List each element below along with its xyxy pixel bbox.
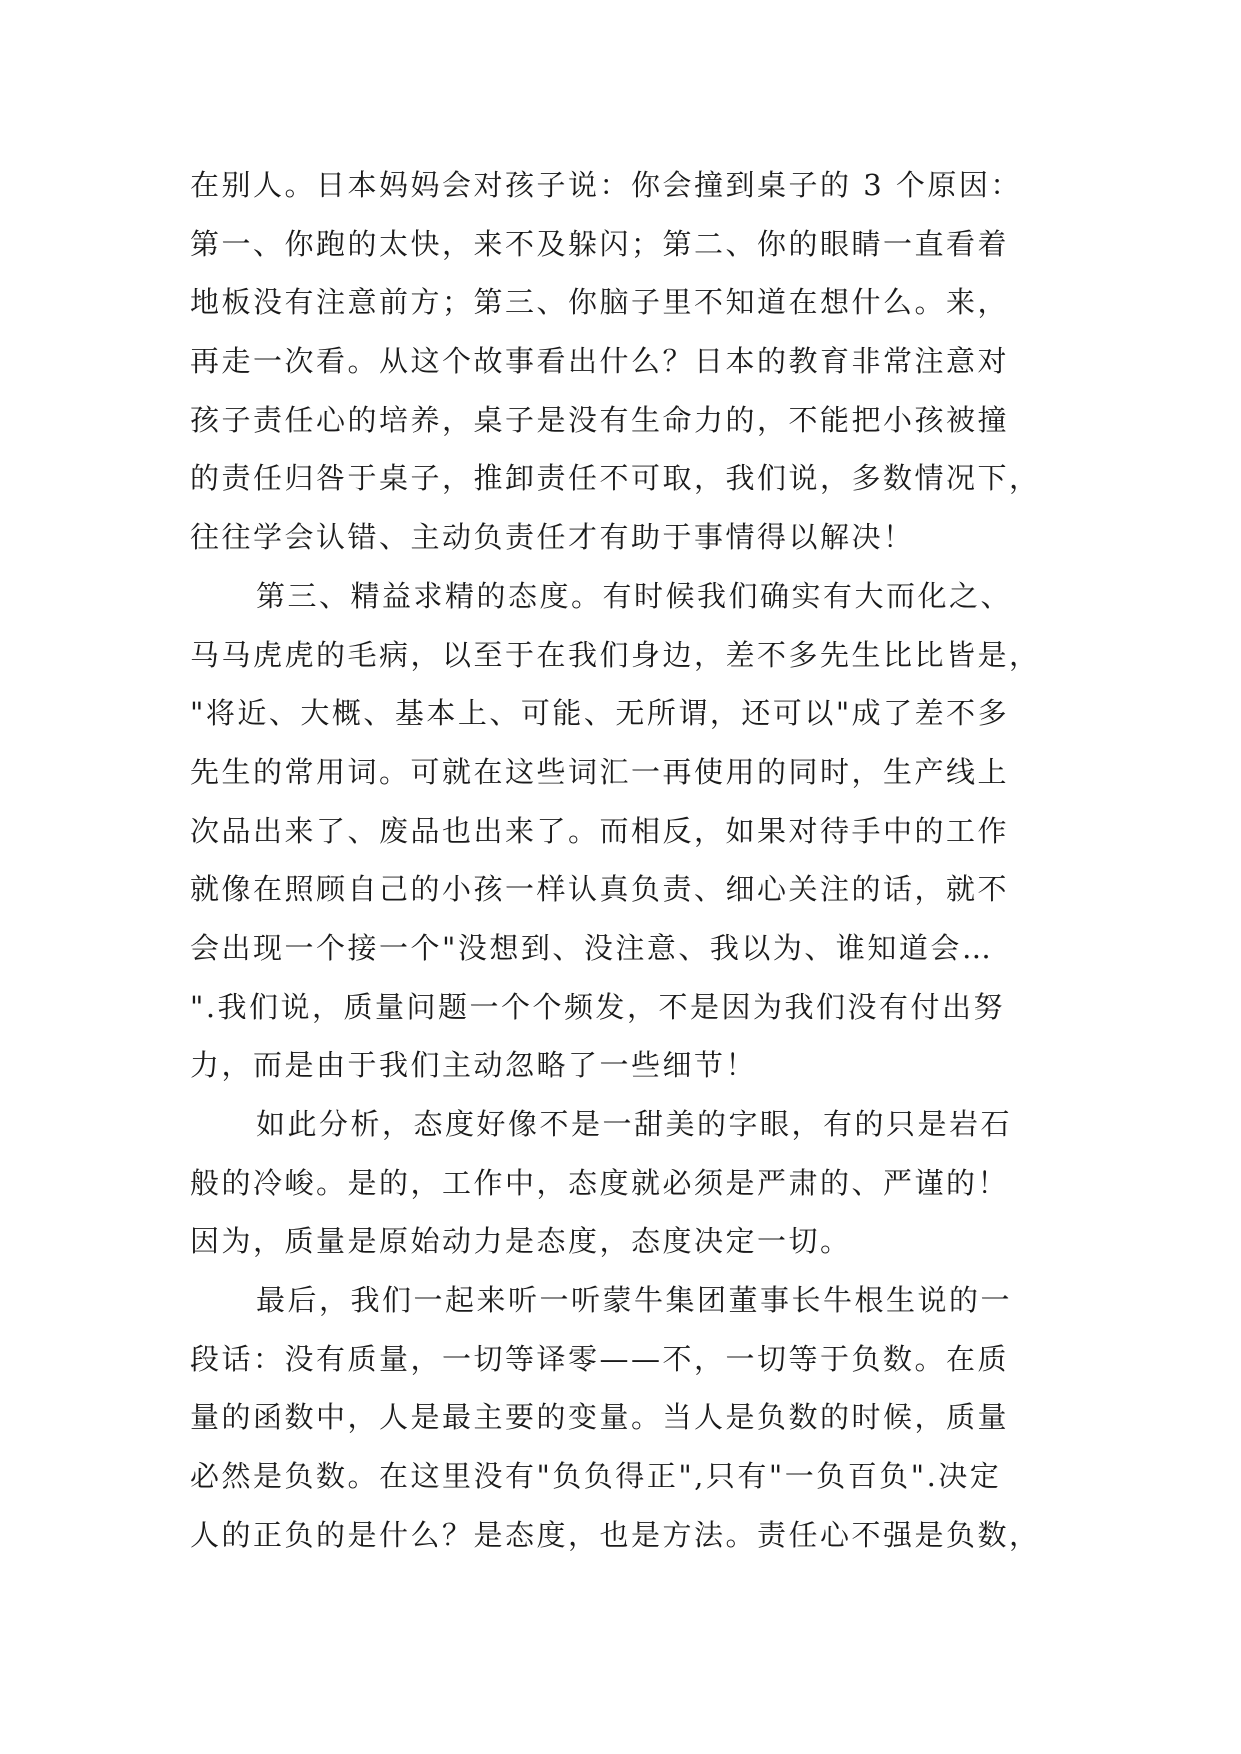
text-line: 的责任归咎于桌子，推卸责任不可取，我们说，多数情况下， <box>190 461 1041 496</box>
text-line: 人的正负的是什么？是态度，也是方法。责任心不强是负数， <box>190 1517 1041 1552</box>
text-line: 力，而是由于我们主动忽略了一些细节！ <box>190 1048 758 1083</box>
paragraph-first-line: 第三、精益求精的态度。有时候我们确实有大而化之、 <box>256 578 1013 613</box>
text-line: 第一、你跑的太快，来不及躲闪；第二、你的眼睛一直看着 <box>190 226 1010 261</box>
body-text <box>190 156 1060 1565</box>
text-line: 次品出来了、废品也出来了。而相反，如果对待手中的工作 <box>190 813 1010 848</box>
text-line: 必然是负数。在这里没有"负负得正",只有"一负百负".决定 <box>190 1459 1002 1494</box>
text-line: 就像在照顾自己的小孩一样认真负责、细心关注的话，就不 <box>190 872 1010 907</box>
text-line: 因为，质量是原始动力是态度，态度决定一切。 <box>190 1224 852 1259</box>
text-line: 地板没有注意前方；第三、你脑子里不知道在想什么。来， <box>190 285 1010 320</box>
paragraph-first-line: 如此分析，态度好像不是一甜美的字眼，有的只是岩石 <box>256 1107 1013 1141</box>
text-line: 马马虎虎的毛病，以至于在我们身边，差不多先生比比皆是， <box>190 637 1041 672</box>
text-line: ".我们说，质量问题一个个频发，不是因为我们没有付出努 <box>190 989 1006 1024</box>
text-line: "将近、大概、基本上、可能、无所谓，还可以"成了差不多 <box>190 696 1010 731</box>
text-line: 段话：没有质量，一切等译零——不，一切等于负数。在质 <box>190 1341 1010 1376</box>
text-line: 孩子责任心的培养，桌子是没有生命力的，不能把小孩被撞 <box>190 402 1010 437</box>
text-line: 般的冷峻。是的，工作中，态度就必须是严肃的、严谨的！ <box>190 1165 1010 1200</box>
text-line: 往往学会认错、主动负责任才有助于事情得以解决！ <box>190 520 915 555</box>
paragraph-first-line: 最后，我们一起来听一听蒙牛集团董事长牛根生说的一 <box>256 1283 1013 1318</box>
text-line: 再走一次看。从这个故事看出什么？日本的教育非常注意对 <box>190 344 1010 379</box>
text-line: 在别人。日本妈妈会对孩子说：你会撞到桌子的 3 个原因： <box>190 168 1022 202</box>
text-line: 量的函数中，人是最主要的变量。当人是负数的时候，质量 <box>190 1400 1010 1435</box>
text-line: 会出现一个接一个"没想到、没注意、我以为、谁知道会… <box>190 930 994 965</box>
text-line: 先生的常用词。可就在这些词汇一再使用的同时，生产线上 <box>190 754 1010 789</box>
